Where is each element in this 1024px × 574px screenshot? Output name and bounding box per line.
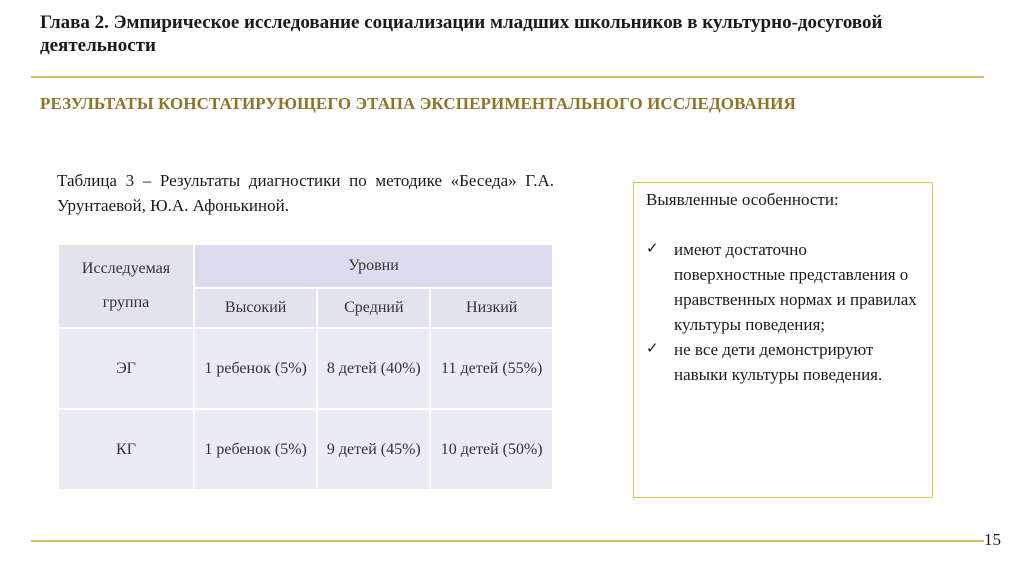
check-icon: ✓	[646, 241, 659, 257]
medium-cell: 8 детей (40%)	[317, 328, 430, 409]
group-cell: КГ	[58, 409, 194, 490]
table-caption: Таблица 3 – Результаты диагностики по методике «Беседа» Г.А. Урунтаевой, Ю.А. Афонькиной.	[57, 171, 554, 215]
high-cell: 1 ребенок (5%)	[194, 409, 317, 490]
feature-item	[646, 337, 922, 387]
table-row	[58, 409, 553, 490]
slide-subtitle: РЕЗУЛЬТАТЫ КОНСТАТИРУЮЩЕГО ЭТАПА ЭКСПЕРИМЕНТАЛЬНОГО ИССЛЕДОВАНИЯ	[40, 94, 796, 113]
table-row	[58, 328, 553, 409]
medium-cell: 9 детей (45%)	[317, 409, 430, 490]
levels-header: Уровни	[194, 244, 553, 288]
group-cell: ЭГ	[58, 328, 194, 409]
bottom-divider	[31, 540, 984, 542]
high-cell: 1 ребенок (5%)	[194, 328, 317, 409]
check-icon: ✓	[646, 341, 659, 357]
low-cell: 11 детей (55%)	[430, 328, 553, 409]
features-heading: Выявленные особенности:	[646, 190, 839, 209]
top-divider	[31, 76, 984, 78]
feature-item	[646, 237, 922, 337]
results-table	[57, 243, 554, 491]
group-column-header: Исследуемая группа	[58, 244, 194, 328]
low-cell: 10 детей (50%)	[430, 409, 553, 490]
feature-text: имеют достаточно поверхностные представления о нравственных нормах и правилах культуры поведения;	[674, 240, 917, 334]
level-header-low: Низкий	[430, 288, 553, 328]
level-header-high: Высокий	[194, 288, 317, 328]
feature-text: не все дети демонстрируют навыки культуры поведения.	[674, 340, 883, 384]
slide-title: Глава 2. Эмпирическое исследование социализации младших школьников в культурно-досуговой деятельности	[40, 12, 883, 56]
features-box	[633, 182, 933, 498]
level-header-medium: Средний	[317, 288, 430, 328]
page-number: 15	[984, 530, 1001, 549]
